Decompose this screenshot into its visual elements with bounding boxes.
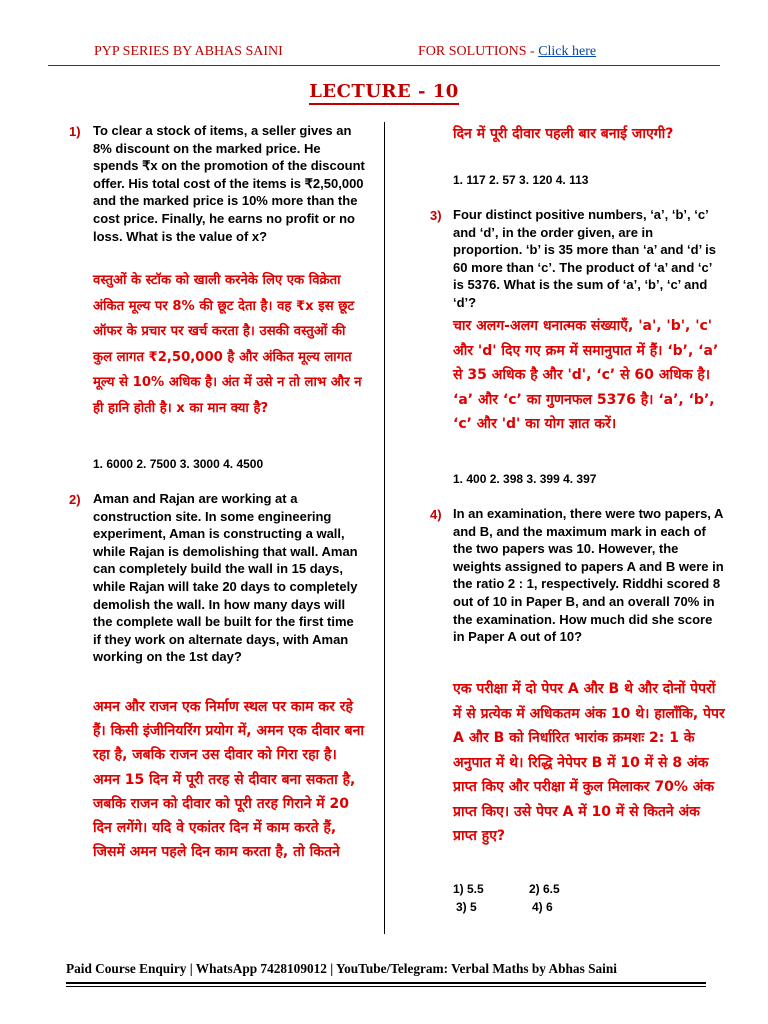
- lecture-title: [0, 81, 768, 102]
- question-3-options: 1. 400 2. 398 3. 399 4. 397: [453, 472, 597, 486]
- footer-rule: [66, 982, 706, 984]
- question-1-options: 1. 6000 2. 7500 3. 3000 4. 4500: [93, 457, 264, 471]
- question-4: [453, 505, 725, 646]
- question-3: [453, 206, 725, 312]
- question-3-number: 3): [430, 208, 442, 223]
- lecture-title-text: LECTURE - 10: [309, 81, 459, 105]
- question-4-number: 4): [430, 507, 442, 522]
- question-2-options-block: [453, 173, 725, 187]
- page-header: [48, 43, 720, 66]
- question-4-hindi-block: [453, 677, 725, 849]
- solutions-text: [418, 44, 596, 60]
- question-1-english: To clear a stock of items, a seller gives an 8% discount on the marked price. He spends ₹x on the promotion of the discount offer. His total cost of the items is ₹2,50,000 and the marked price is 10% more than the cost price. Finally, he earns no profit or no loss. What is the value of x?: [93, 123, 365, 244]
- click-here-link[interactable]: Click here: [538, 44, 597, 59]
- footer-rule-thin: [66, 986, 706, 987]
- question-3-hindi: चार अलग-अलग धनात्मक संख्याएँ, 'a', 'b', 'c' और 'd' दिए गए क्रम में समानुपात में हैं। ‘b’, ‘a’ से 35 अधिक है और 'd', ‘c’ से 60 अधिक है। ‘a’ और ‘c’ का गुणनफल 5376 है। ‘a’, ‘b’, ‘c’ और 'd' का योग ज्ञात करें।: [453, 318, 719, 432]
- series-title: PYP SERIES BY ABHAS SAINI: [94, 44, 283, 59]
- question-2-hindi-continued-block: [453, 122, 725, 146]
- question-4-option-4: 4) 6: [532, 900, 553, 914]
- question-2-hindi-block: [93, 695, 365, 864]
- question-4-english: In an examination, there were two papers, A and B, and the maximum mark in each of the two papers was 10. However, the weights assigned to papers A and B were in the ratio 2 : 1, respectively. Riddhi scored 8 out of 10 in Paper B, and an overall 70% in the examination. How much did she score in Paper A out of 10?: [453, 506, 724, 645]
- question-2-hindi: अमन और राजन एक निर्माण स्थल पर काम कर रहे हैं। किसी इंजीनियरिंग प्रयोग में, अमन एक दीवार बना रहा है, जबकि राजन उस दीवार को गिरा रहा है। अमन 15 दिन में पूरी तरह से दीवार बना सकता है, जबकि राजन को दीवार को पूरी तरह गिराने में 20 दिन लगेंगे। यदि वे एकांतर दिन में काम करते हैं, जिसमें अमन पहले दिन काम करता है, तो कितने: [93, 699, 365, 861]
- question-1-hindi-block: [93, 268, 365, 421]
- page-footer: Paid Course Enquiry | WhatsApp 7428109012 | YouTube/Telegram: Verbal Maths by Abhas Saini: [66, 961, 617, 976]
- question-2-english: Aman and Rajan are working at a construction site. In some engineering experiment, Aman is constructing a wall, while Rajan is demolishing that wall. Aman can completely build the wall in 15 days, while Rajan will take 20 days to completely demolish the wall. In how many days will the complete wall be built for the first time if they work on alternate days, with Aman working on the 1st day?: [93, 491, 358, 665]
- question-1: [93, 122, 365, 245]
- question-4-option-2: 2) 6.5: [529, 882, 560, 896]
- question-3-english: Four distinct positive numbers, ‘a’, ‘b’, ‘c’ and ‘d’, in the order given, are in proportion. ‘b’ is 35 more than ‘a’ and ‘d’ is 60 more than ‘c’. The product of ‘a’ and ‘c’ is 5376. What is the sum of ‘a’, ‘b’, ‘c’ and ‘d’?: [453, 207, 716, 310]
- question-2-hindi-continued: दिन में पूरी दीवार पहली बार बनाई जाएगी?: [453, 126, 674, 142]
- question-3-hindi-block: [453, 314, 725, 437]
- question-2: [93, 490, 365, 666]
- question-4-hindi: एक परीक्षा में दो पेपर A और B थे और दोनों पेपरों में से प्रत्येक में अधिकतम अंक 10 थे। हालाँकि, पेपर A और B को निर्धारित भारांक क्रमशः 2: 1 के अनुपात में थे। रिद्धि नेपेपर B में 10 में से 8 अंक प्राप्त किए और परीक्षा में कुल मिलाकर 70% अंक प्राप्त किए। उसे पेपर A में 10 में से कितने अंक प्राप्त हुए?: [453, 681, 725, 844]
- question-4-option-3: 3) 5: [456, 900, 477, 914]
- question-2-number: 2): [69, 492, 81, 507]
- column-divider: [384, 122, 385, 934]
- question-1-options-block: [93, 457, 365, 471]
- question-4-options: [453, 882, 725, 914]
- question-3-options-block: [453, 472, 725, 486]
- question-1-hindi: वस्तुओं के स्टॉक को खाली करनेके लिए एक विक्रेता अंकित मूल्य पर 8% की छूट देता है। वह ₹x इस छूट ऑफर के प्रचार पर खर्च करता है। उसकी वस्तुओं की कुल लागत ₹2,50,000 है और अंकित मूल्य लागत मूल्य से 10% अधिक है। अंत में उसे न तो लाभ और न ही हानि होती है। x का मान क्या है?: [93, 273, 362, 416]
- question-4-option-1: 1) 5.5: [453, 882, 484, 896]
- question-2-options: 1. 117 2. 57 3. 120 4. 113: [453, 173, 589, 187]
- question-1-number: 1): [69, 124, 81, 139]
- solutions-prefix: FOR SOLUTIONS -: [418, 44, 539, 59]
